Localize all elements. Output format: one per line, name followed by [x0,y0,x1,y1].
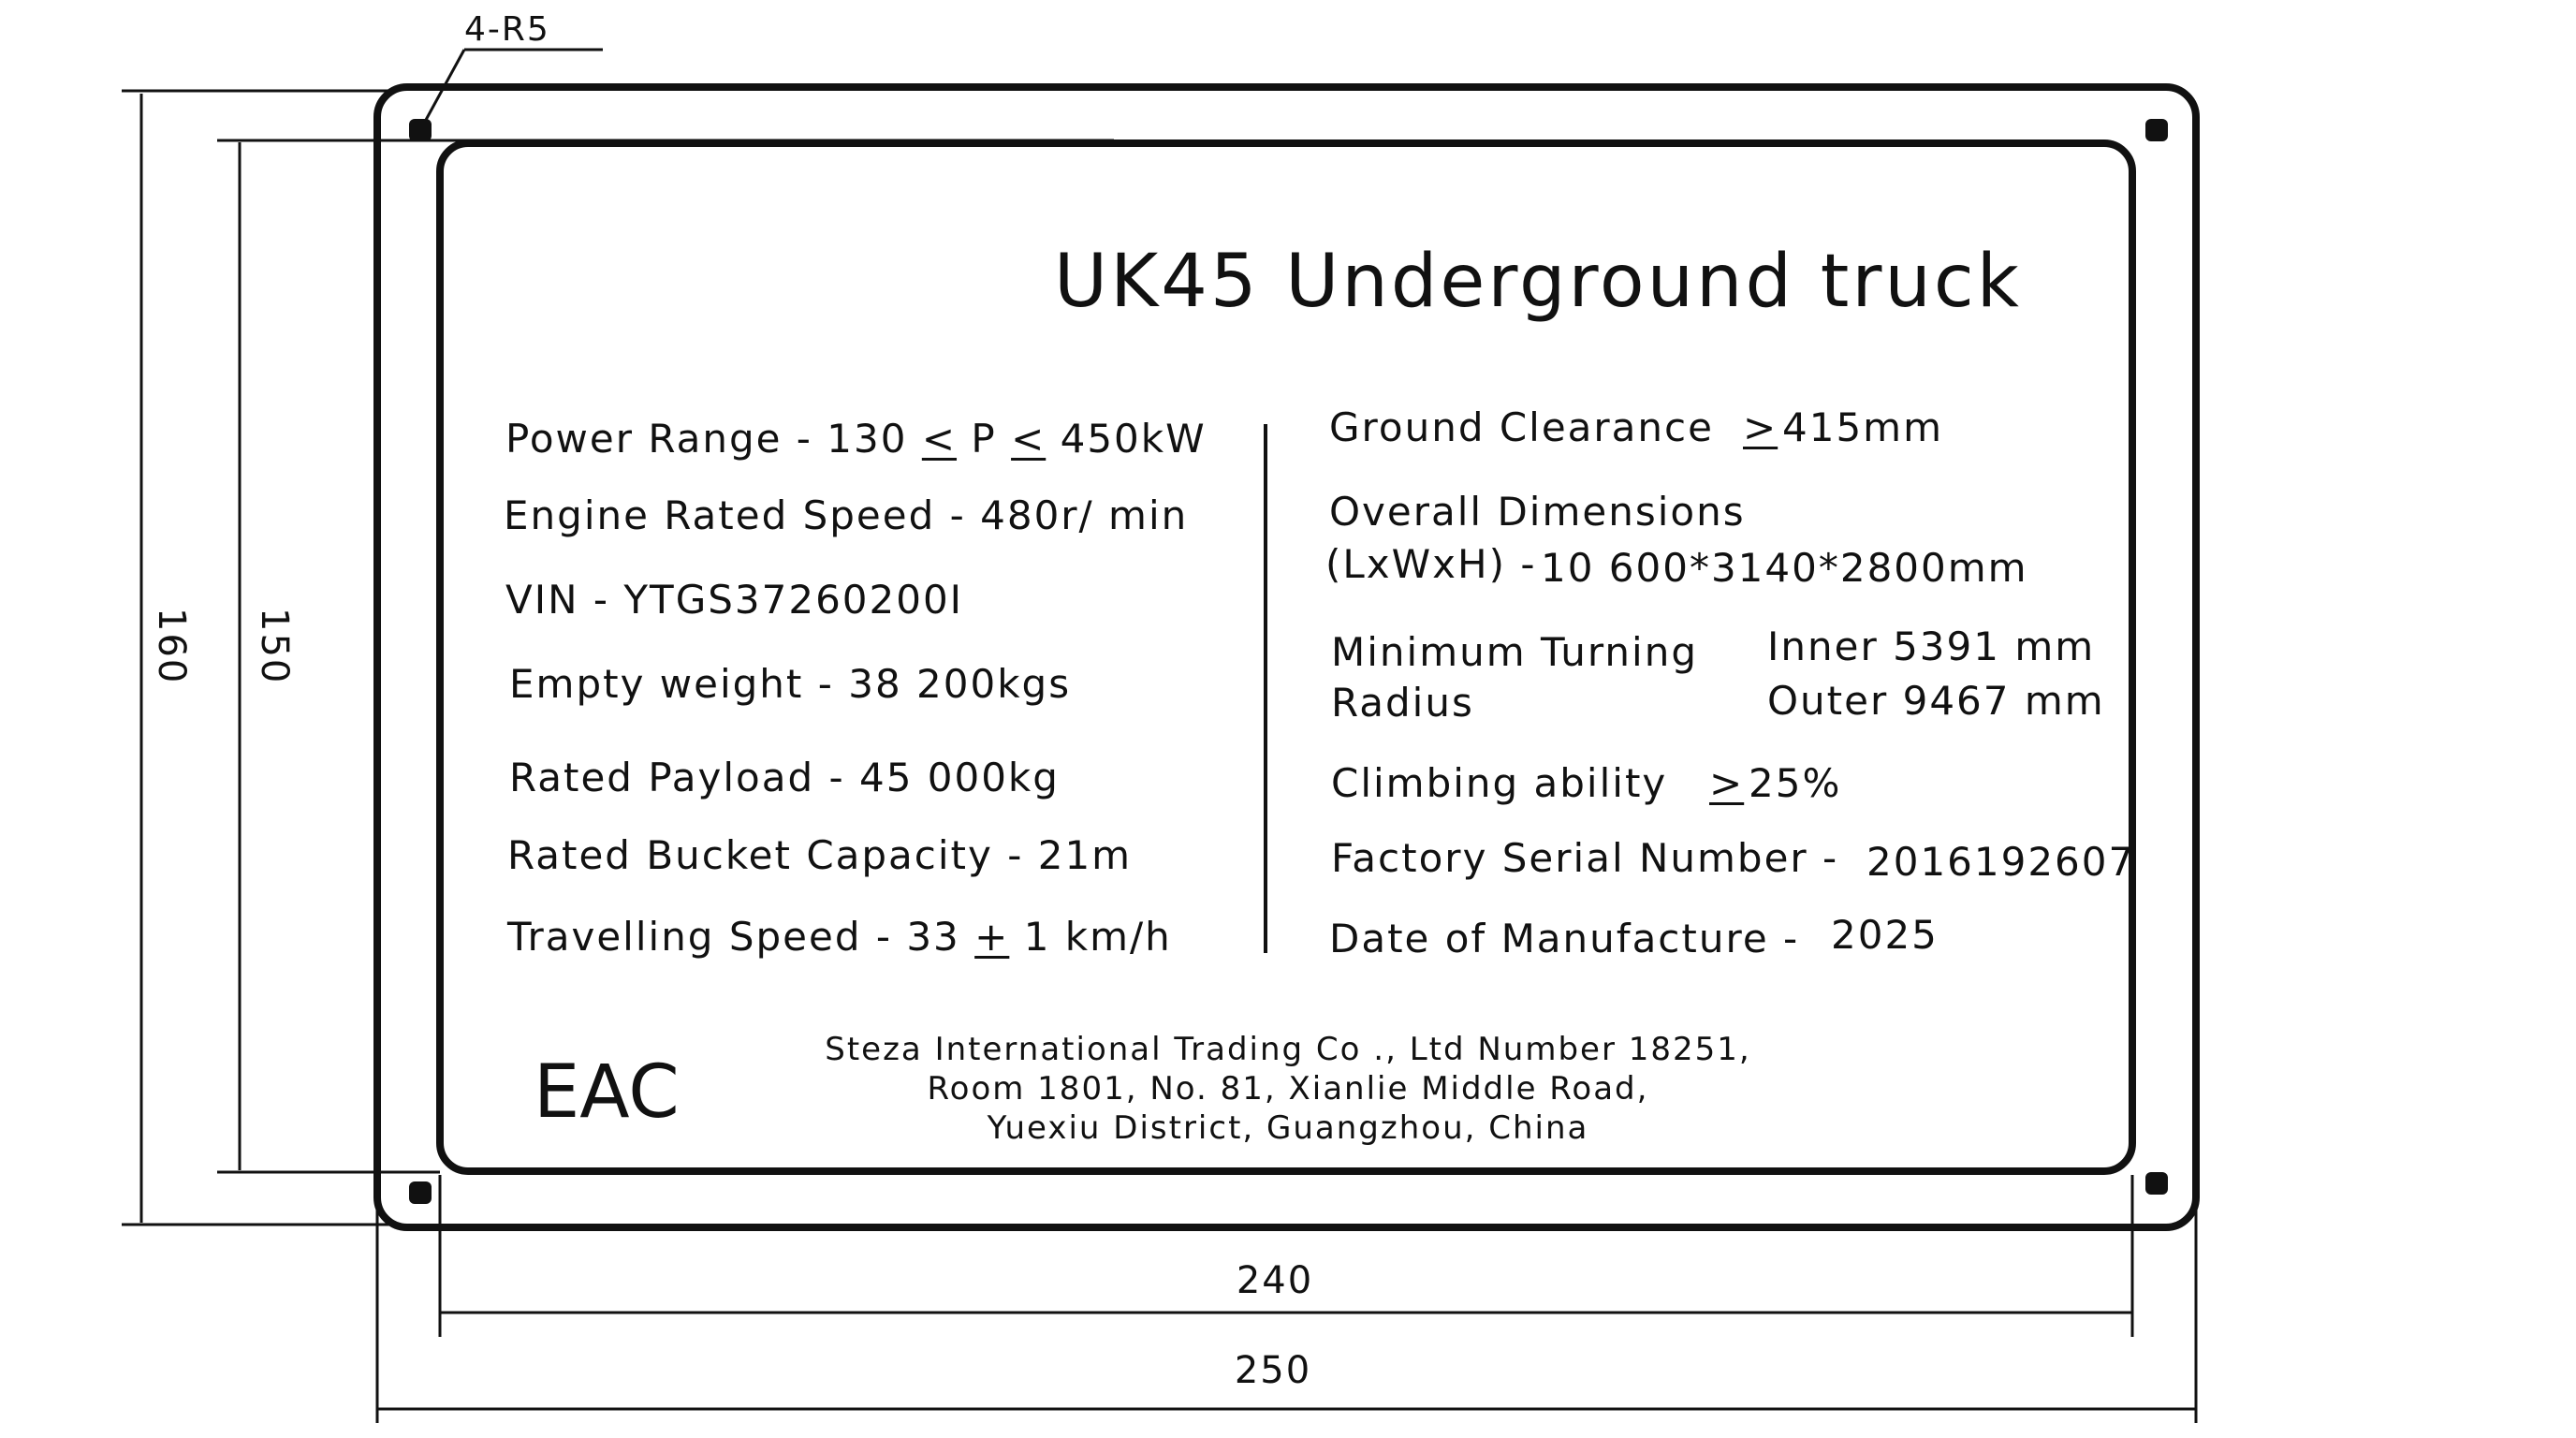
spec-turning-radius-label-1: Minimum Turning [1331,629,1698,675]
mounting-hole-bottom-right [2145,1172,2168,1195]
le-symbol: < [921,416,958,462]
spec-power-range-label: Power Range - 130 [505,416,922,462]
dim-label-160: 160 [150,608,193,685]
spec-travelling-speed-label: Travelling Speed - 33 [507,914,975,960]
spec-overall-dimensions-value: 10 600*3140*2800mm [1541,545,2028,591]
spec-rated-payload: Rated Payload - 45 000kg [509,755,1060,800]
mounting-hole-top-right [2145,119,2168,141]
spec-vin: VIN - YTGS37260200I [505,577,964,623]
spec-overall-dimensions-label: Overall Dimensions [1329,489,1746,535]
ge-symbol: > [1743,404,1778,450]
spec-date-of-manufacture-value: 2025 [1831,912,1939,958]
spec-ground-clearance-label: Ground Clearance [1329,404,1714,450]
spec-engine-rated-speed: Engine Rated Speed - 480r/ min [504,492,1189,538]
ge-symbol: > [1709,760,1745,806]
spec-overall-dimensions-lxwxh: (LxWxH) - [1325,541,1537,587]
mounting-hole-bottom-left [409,1181,432,1204]
address-line-3: Yuexiu District, Guangzhou, China [987,1109,1589,1147]
spec-power-range [505,416,1207,462]
corner-radius-note: 4-R5 [464,10,550,49]
spec-turning-radius-outer: Outer 9467 mm [1767,678,2105,724]
address-line-2: Room 1801, No. 81, Xianlie Middle Road, [927,1070,1649,1108]
spec-date-of-manufacture-label: Date of Manufacture - [1329,916,1800,961]
plus-minus-symbol: + [974,914,1010,960]
spec-ground-clearance-value: 415mm [1782,404,1943,450]
spec-travelling-speed [507,914,1172,960]
spec-bucket-capacity: Rated Bucket Capacity - 21m [507,832,1133,878]
dim-label-240: 240 [1236,1259,1314,1302]
spec-power-range-tail: 450kW [1046,416,1207,462]
spec-turning-radius-label-2: Radius [1331,680,1474,726]
spec-empty-weight: Empty weight - 38 200kgs [509,661,1072,707]
le-symbol: < [1011,416,1046,462]
spec-factory-serial-label: Factory Serial Number - [1331,835,1839,881]
spec-climbing-ability-value: 25% [1749,760,1842,806]
dim-label-250: 250 [1234,1349,1312,1392]
spec-climbing-ability-label: Climbing ability [1331,760,1668,806]
spec-power-range-mid: P [957,416,1012,462]
spec-factory-serial-value: 2016192607 [1866,839,2136,885]
dim-label-150: 150 [253,608,296,685]
spec-travelling-speed-tail: 1 km/h [1009,914,1172,960]
spec-turning-radius-inner: Inner 5391 mm [1767,624,2096,669]
address-line-1: Steza International Trading Co ., Ltd Number 18251, [825,1031,1751,1068]
plate-title: UK45 Underground truck [1054,240,2022,324]
eac-mark: EAC [534,1050,680,1135]
